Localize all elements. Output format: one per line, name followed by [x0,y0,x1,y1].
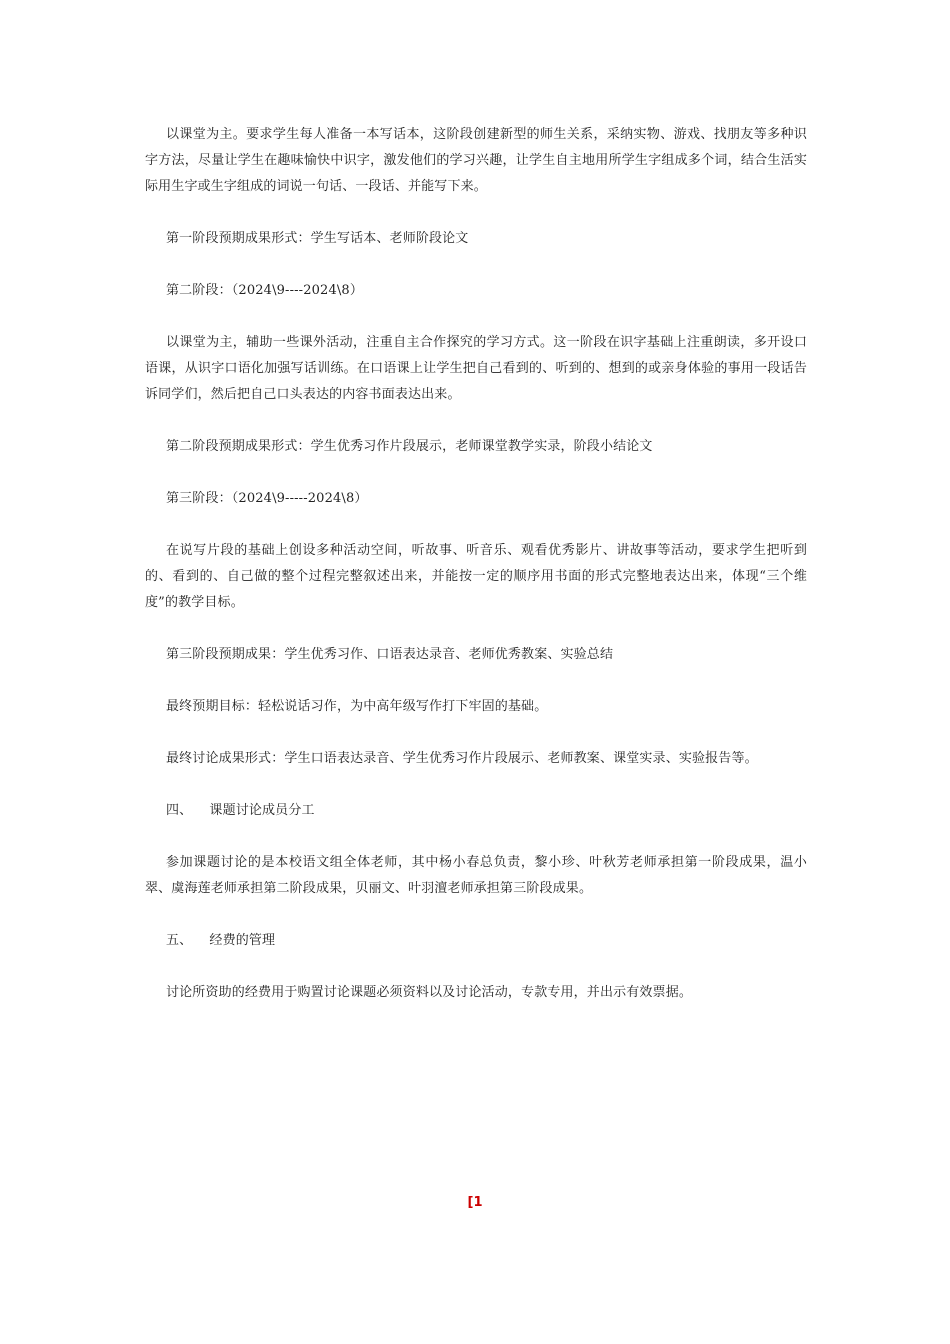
paragraph-stage-one-description: 以课堂为主。要求学生每人准备一本写话本，这阶段创建新型的师生关系，采纳实物、游戏、找朋友等多种识字方法，尽量让学生在趣味愉快中识字，激发他们的学习兴趣，让学生自主地用所学生字组成多个词，结合生活实际用生字或生字组成的词说一句话、一段话、并能写下来。 [145,127,807,194]
paragraph-stage-three-outcome: 第三阶段预期成果：学生优秀习作、口语表达录音、老师优秀教案、实验总结 [166,647,614,662]
paragraph-stage-two-outcome: 第二阶段预期成果形式：学生优秀习作片段展示，老师课堂教学实录，阶段小结论文 [166,439,653,454]
document-body [145,122,807,1032]
paragraph-funding: 讨论所资助的经费用于购置讨论课题必须资料以及讨论活动，专款专用，并出示有效票据。 [166,985,693,1000]
page-number: [1 [467,1195,483,1210]
paragraph-stage-three-heading: 第三阶段：（2024\9-----2024\8） [166,491,368,506]
paragraph-stage-two-description: 以课堂为主，辅助一些课外活动，注重自主合作探究的学习方式。这一阶段在识字基础上注重朗读，多开设口语课，从识字口语化加强写话训练。在口语课上让学生把自己看到的、听到的、想到的或亲身体验的事用一段话告诉同学们，然后把自己口头表达的内容书面表达出来。 [145,335,807,402]
paragraph-members: 参加课题讨论的是本校语文组全体老师，其中杨小春总负责，黎小珍、叶秋芳老师承担第一阶段成果，温小翠、虞海莲老师承担第二阶段成果，贝丽文、叶羽澶老师承担第三阶段成果。 [145,855,807,896]
section-heading-members: 四、 课题讨论成员分工 [166,803,315,818]
section-heading-funding: 五、 经费的管理 [166,933,276,948]
paragraph-stage-two-heading: 第二阶段：（2024\9----2024\8） [166,283,363,298]
paragraph-stage-one-outcome: 第一阶段预期成果形式：学生写话本、老师阶段论文 [166,231,469,246]
paragraph-final-outcome: 最终讨论成果形式：学生口语表达录音、学生优秀习作片段展示、老师教案、课堂实录、实验报告等。 [166,751,758,766]
paragraph-final-goal: 最终预期目标：轻松说话习作，为中高年级写作打下牢固的基础。 [166,699,548,714]
paragraph-stage-three-description: 在说写片段的基础上创设多种活动空间，听故事、听音乐、观看优秀影片、讲故事等活动，要求学生把听到的、看到的、自己做的整个过程完整叙述出来，并能按一定的顺序用书面的形式完整地表达出来，体现“三个维度”的教学目标。 [145,543,807,610]
